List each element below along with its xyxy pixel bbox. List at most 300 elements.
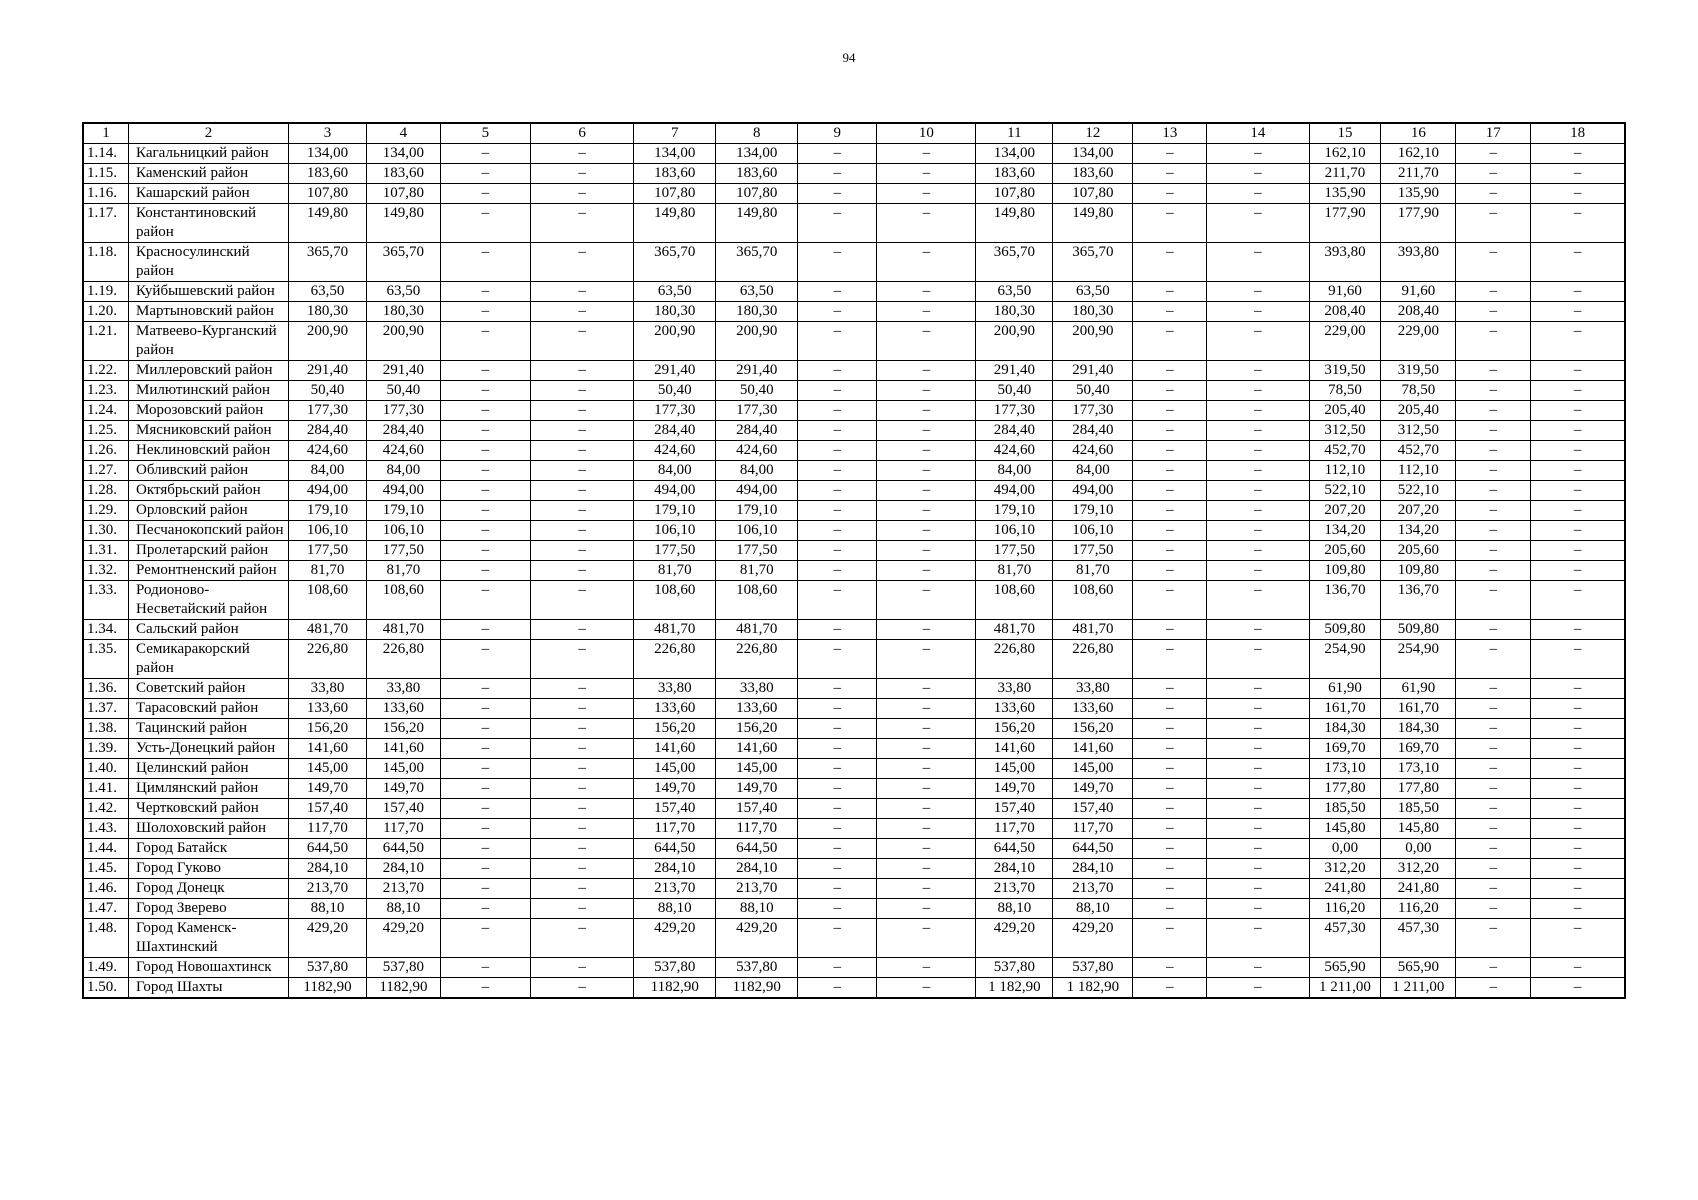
table-cell: 108,60 bbox=[289, 581, 367, 620]
table-cell: 312,20 bbox=[1381, 859, 1456, 879]
table-cell: 177,90 bbox=[1309, 204, 1381, 243]
table-cell: 50,40 bbox=[1053, 381, 1133, 401]
empty-value: – bbox=[1531, 164, 1625, 184]
table-cell: 88,10 bbox=[1053, 899, 1133, 919]
table-cell: 179,10 bbox=[289, 501, 367, 521]
empty-value: – bbox=[440, 819, 530, 839]
table-row bbox=[83, 879, 1625, 899]
table-cell: 63,50 bbox=[1053, 282, 1133, 302]
table-cell: 429,20 bbox=[366, 919, 440, 958]
table-cell: 1 182,90 bbox=[1053, 978, 1133, 999]
table-row bbox=[83, 799, 1625, 819]
empty-value: – bbox=[440, 421, 530, 441]
empty-value: – bbox=[530, 184, 633, 204]
table-cell: 117,70 bbox=[716, 819, 798, 839]
row-index: 1.20. bbox=[83, 302, 129, 322]
table-cell: 205,40 bbox=[1309, 401, 1381, 421]
table-cell: 33,80 bbox=[716, 679, 798, 699]
table-cell: 88,10 bbox=[716, 899, 798, 919]
table-cell: 177,90 bbox=[1381, 204, 1456, 243]
empty-value: – bbox=[1207, 640, 1309, 679]
table-cell: 134,00 bbox=[716, 144, 798, 164]
district-name: Мясниковский район bbox=[129, 421, 289, 441]
table-cell: 457,30 bbox=[1381, 919, 1456, 958]
table-row bbox=[83, 739, 1625, 759]
empty-value: – bbox=[798, 819, 877, 839]
empty-value: – bbox=[798, 879, 877, 899]
row-index: 1.19. bbox=[83, 282, 129, 302]
empty-value: – bbox=[530, 919, 633, 958]
table-cell: 117,70 bbox=[976, 819, 1053, 839]
empty-value: – bbox=[1207, 184, 1309, 204]
empty-value: – bbox=[1531, 521, 1625, 541]
row-index: 1.17. bbox=[83, 204, 129, 243]
table-cell: 50,40 bbox=[716, 381, 798, 401]
table-cell: 393,80 bbox=[1381, 243, 1456, 282]
table-cell: 156,20 bbox=[366, 719, 440, 739]
table-cell: 179,10 bbox=[716, 501, 798, 521]
empty-value: – bbox=[1207, 481, 1309, 501]
district-name: Константиновский район bbox=[129, 204, 289, 243]
table-cell: 157,40 bbox=[289, 799, 367, 819]
empty-value: – bbox=[1456, 421, 1531, 441]
empty-value: – bbox=[1456, 282, 1531, 302]
table-row bbox=[83, 958, 1625, 978]
empty-value: – bbox=[1207, 164, 1309, 184]
table-row bbox=[83, 978, 1625, 999]
empty-value: – bbox=[877, 799, 976, 819]
empty-value: – bbox=[798, 322, 877, 361]
empty-value: – bbox=[1531, 739, 1625, 759]
empty-value: – bbox=[440, 184, 530, 204]
district-name: Тацинский район bbox=[129, 719, 289, 739]
row-index: 1.31. bbox=[83, 541, 129, 561]
table-cell: 117,70 bbox=[289, 819, 367, 839]
table-cell: 117,70 bbox=[1053, 819, 1133, 839]
table-cell: 241,80 bbox=[1381, 879, 1456, 899]
table-cell: 494,00 bbox=[289, 481, 367, 501]
table-cell: 161,70 bbox=[1309, 699, 1381, 719]
empty-value: – bbox=[440, 481, 530, 501]
table-cell: 254,90 bbox=[1381, 640, 1456, 679]
empty-value: – bbox=[798, 204, 877, 243]
table-cell: 284,10 bbox=[1053, 859, 1133, 879]
empty-value: – bbox=[798, 581, 877, 620]
table-cell: 141,60 bbox=[1053, 739, 1133, 759]
table-cell: 565,90 bbox=[1309, 958, 1381, 978]
empty-value: – bbox=[1207, 204, 1309, 243]
table-cell: 644,50 bbox=[366, 839, 440, 859]
table-cell: 157,40 bbox=[634, 799, 716, 819]
district-name: Пролетарский район bbox=[129, 541, 289, 561]
table-cell: 107,80 bbox=[289, 184, 367, 204]
empty-value: – bbox=[1531, 640, 1625, 679]
empty-value: – bbox=[440, 899, 530, 919]
empty-value: – bbox=[1456, 839, 1531, 859]
table-cell: 494,00 bbox=[716, 481, 798, 501]
table-cell: 108,60 bbox=[634, 581, 716, 620]
table-cell: 106,10 bbox=[716, 521, 798, 541]
district-name: Милютинский район bbox=[129, 381, 289, 401]
empty-value: – bbox=[440, 243, 530, 282]
table-cell: 169,70 bbox=[1381, 739, 1456, 759]
table-cell: 141,60 bbox=[289, 739, 367, 759]
empty-value: – bbox=[440, 581, 530, 620]
table-cell: 134,20 bbox=[1309, 521, 1381, 541]
empty-value: – bbox=[1531, 839, 1625, 859]
table-cell: 213,70 bbox=[366, 879, 440, 899]
row-index: 1.38. bbox=[83, 719, 129, 739]
empty-value: – bbox=[1207, 243, 1309, 282]
table-cell: 481,70 bbox=[716, 620, 798, 640]
row-index: 1.27. bbox=[83, 461, 129, 481]
table-cell: 537,80 bbox=[366, 958, 440, 978]
empty-value: – bbox=[1133, 779, 1207, 799]
empty-value: – bbox=[1456, 204, 1531, 243]
empty-value: – bbox=[1456, 521, 1531, 541]
empty-value: – bbox=[530, 144, 633, 164]
table-cell: 509,80 bbox=[1381, 620, 1456, 640]
column-header: 9 bbox=[798, 123, 877, 144]
table-cell: 116,20 bbox=[1381, 899, 1456, 919]
table-cell: 63,50 bbox=[976, 282, 1053, 302]
district-name: Красносулинский район bbox=[129, 243, 289, 282]
table-row bbox=[83, 859, 1625, 879]
table-cell: 284,40 bbox=[716, 421, 798, 441]
table-cell: 644,50 bbox=[1053, 839, 1133, 859]
table-cell: 291,40 bbox=[366, 361, 440, 381]
table-cell: 200,90 bbox=[976, 322, 1053, 361]
empty-value: – bbox=[1133, 441, 1207, 461]
table-cell: 183,60 bbox=[1053, 164, 1133, 184]
empty-value: – bbox=[1531, 799, 1625, 819]
table-cell: 81,70 bbox=[976, 561, 1053, 581]
table-cell: 213,70 bbox=[1053, 879, 1133, 899]
empty-value: – bbox=[1531, 620, 1625, 640]
table-cell: 177,30 bbox=[716, 401, 798, 421]
table-cell: 319,50 bbox=[1381, 361, 1456, 381]
empty-value: – bbox=[798, 481, 877, 501]
table-cell: 136,70 bbox=[1381, 581, 1456, 620]
district-name: Мартыновский район bbox=[129, 302, 289, 322]
empty-value: – bbox=[440, 541, 530, 561]
table-cell: 177,30 bbox=[634, 401, 716, 421]
district-name: Орловский район bbox=[129, 501, 289, 521]
table-row bbox=[83, 719, 1625, 739]
table-cell: 145,00 bbox=[1053, 759, 1133, 779]
empty-value: – bbox=[877, 243, 976, 282]
empty-value: – bbox=[877, 361, 976, 381]
empty-value: – bbox=[1456, 919, 1531, 958]
empty-value: – bbox=[1531, 501, 1625, 521]
empty-value: – bbox=[877, 919, 976, 958]
empty-value: – bbox=[440, 978, 530, 999]
empty-value: – bbox=[1207, 361, 1309, 381]
table-cell: 81,70 bbox=[634, 561, 716, 581]
empty-value: – bbox=[798, 401, 877, 421]
column-header: 11 bbox=[976, 123, 1053, 144]
table-cell: 365,70 bbox=[366, 243, 440, 282]
column-header: 12 bbox=[1053, 123, 1133, 144]
empty-value: – bbox=[530, 779, 633, 799]
empty-value: – bbox=[1531, 859, 1625, 879]
table-cell: 145,00 bbox=[634, 759, 716, 779]
empty-value: – bbox=[440, 501, 530, 521]
table-row bbox=[83, 204, 1625, 243]
empty-value: – bbox=[440, 144, 530, 164]
table-cell: 509,80 bbox=[1309, 620, 1381, 640]
table-cell: 106,10 bbox=[634, 521, 716, 541]
table-cell: 180,30 bbox=[289, 302, 367, 322]
empty-value: – bbox=[1133, 381, 1207, 401]
table-row bbox=[83, 322, 1625, 361]
table-cell: 481,70 bbox=[634, 620, 716, 640]
table-cell: 81,70 bbox=[366, 561, 440, 581]
district-name: Советский район bbox=[129, 679, 289, 699]
table-cell: 200,90 bbox=[716, 322, 798, 361]
empty-value: – bbox=[1207, 879, 1309, 899]
table-cell: 141,60 bbox=[366, 739, 440, 759]
empty-value: – bbox=[1207, 958, 1309, 978]
empty-value: – bbox=[530, 421, 633, 441]
row-index: 1.28. bbox=[83, 481, 129, 501]
column-header: 18 bbox=[1531, 123, 1625, 144]
empty-value: – bbox=[530, 361, 633, 381]
district-name: Обливский район bbox=[129, 461, 289, 481]
table-row bbox=[83, 401, 1625, 421]
table-row bbox=[83, 184, 1625, 204]
empty-value: – bbox=[440, 719, 530, 739]
empty-value: – bbox=[1207, 620, 1309, 640]
row-index: 1.21. bbox=[83, 322, 129, 361]
empty-value: – bbox=[1531, 461, 1625, 481]
table-cell: 106,10 bbox=[366, 521, 440, 541]
table-cell: 424,60 bbox=[716, 441, 798, 461]
table-cell: 149,80 bbox=[1053, 204, 1133, 243]
empty-value: – bbox=[877, 204, 976, 243]
table-cell: 106,10 bbox=[1053, 521, 1133, 541]
empty-value: – bbox=[1207, 441, 1309, 461]
table-cell: 207,20 bbox=[1381, 501, 1456, 521]
table-cell: 229,00 bbox=[1381, 322, 1456, 361]
row-index: 1.30. bbox=[83, 521, 129, 541]
table-cell: 177,50 bbox=[366, 541, 440, 561]
empty-value: – bbox=[440, 759, 530, 779]
table-cell: 644,50 bbox=[634, 839, 716, 859]
empty-value: – bbox=[877, 461, 976, 481]
table-cell: 205,60 bbox=[1309, 541, 1381, 561]
table-cell: 149,80 bbox=[716, 204, 798, 243]
empty-value: – bbox=[440, 799, 530, 819]
table-cell: 211,70 bbox=[1381, 164, 1456, 184]
row-index: 1.44. bbox=[83, 839, 129, 859]
row-index: 1.39. bbox=[83, 739, 129, 759]
empty-value: – bbox=[1133, 978, 1207, 999]
table-cell: 156,20 bbox=[716, 719, 798, 739]
table-cell: 312,50 bbox=[1381, 421, 1456, 441]
column-header: 6 bbox=[530, 123, 633, 144]
table-cell: 149,70 bbox=[289, 779, 367, 799]
table-cell: 522,10 bbox=[1381, 481, 1456, 501]
empty-value: – bbox=[530, 204, 633, 243]
district-name: Каменский район bbox=[129, 164, 289, 184]
table-cell: 481,70 bbox=[976, 620, 1053, 640]
empty-value: – bbox=[1207, 978, 1309, 999]
empty-value: – bbox=[530, 759, 633, 779]
table-row bbox=[83, 699, 1625, 719]
empty-value: – bbox=[1456, 561, 1531, 581]
table-cell: 185,50 bbox=[1309, 799, 1381, 819]
empty-value: – bbox=[798, 164, 877, 184]
table-cell: 81,70 bbox=[289, 561, 367, 581]
table-cell: 112,10 bbox=[1381, 461, 1456, 481]
empty-value: – bbox=[440, 640, 530, 679]
empty-value: – bbox=[798, 501, 877, 521]
row-index: 1.16. bbox=[83, 184, 129, 204]
table-cell: 0,00 bbox=[1309, 839, 1381, 859]
empty-value: – bbox=[1531, 302, 1625, 322]
table-cell: 107,80 bbox=[976, 184, 1053, 204]
empty-value: – bbox=[1456, 899, 1531, 919]
table-cell: 134,00 bbox=[366, 144, 440, 164]
empty-value: – bbox=[798, 184, 877, 204]
empty-value: – bbox=[1456, 441, 1531, 461]
table-cell: 284,10 bbox=[366, 859, 440, 879]
empty-value: – bbox=[798, 441, 877, 461]
empty-value: – bbox=[440, 679, 530, 699]
empty-value: – bbox=[1133, 144, 1207, 164]
table-cell: 145,00 bbox=[366, 759, 440, 779]
table-row bbox=[83, 839, 1625, 859]
table-cell: 319,50 bbox=[1309, 361, 1381, 381]
empty-value: – bbox=[1133, 958, 1207, 978]
empty-value: – bbox=[1531, 879, 1625, 899]
empty-value: – bbox=[1133, 282, 1207, 302]
empty-value: – bbox=[1531, 204, 1625, 243]
table-cell: 177,50 bbox=[634, 541, 716, 561]
table-row bbox=[83, 421, 1625, 441]
district-name: Тарасовский район bbox=[129, 699, 289, 719]
table-cell: 241,80 bbox=[1309, 879, 1381, 899]
table-cell: 424,60 bbox=[634, 441, 716, 461]
table-cell: 81,70 bbox=[1053, 561, 1133, 581]
table-cell: 107,80 bbox=[366, 184, 440, 204]
empty-value: – bbox=[1133, 164, 1207, 184]
empty-value: – bbox=[530, 958, 633, 978]
empty-value: – bbox=[1133, 799, 1207, 819]
table-cell: 63,50 bbox=[716, 282, 798, 302]
empty-value: – bbox=[798, 779, 877, 799]
table-cell: 177,80 bbox=[1381, 779, 1456, 799]
empty-value: – bbox=[877, 421, 976, 441]
table-cell: 284,40 bbox=[1053, 421, 1133, 441]
empty-value: – bbox=[530, 899, 633, 919]
table-cell: 226,80 bbox=[716, 640, 798, 679]
table-cell: 226,80 bbox=[1053, 640, 1133, 679]
table-cell: 644,50 bbox=[976, 839, 1053, 859]
empty-value: – bbox=[1207, 779, 1309, 799]
table-cell: 135,90 bbox=[1381, 184, 1456, 204]
table-cell: 133,60 bbox=[366, 699, 440, 719]
row-index: 1.42. bbox=[83, 799, 129, 819]
table-cell: 33,80 bbox=[289, 679, 367, 699]
table-cell: 180,30 bbox=[976, 302, 1053, 322]
empty-value: – bbox=[1133, 243, 1207, 282]
table-cell: 135,90 bbox=[1309, 184, 1381, 204]
table-cell: 157,40 bbox=[1053, 799, 1133, 819]
empty-value: – bbox=[1456, 819, 1531, 839]
empty-value: – bbox=[798, 679, 877, 699]
table-cell: 149,80 bbox=[634, 204, 716, 243]
empty-value: – bbox=[1531, 361, 1625, 381]
table-cell: 180,30 bbox=[716, 302, 798, 322]
column-header: 16 bbox=[1381, 123, 1456, 144]
empty-value: – bbox=[1456, 679, 1531, 699]
table-cell: 106,10 bbox=[289, 521, 367, 541]
empty-value: – bbox=[798, 461, 877, 481]
table-cell: 149,70 bbox=[366, 779, 440, 799]
empty-value: – bbox=[877, 481, 976, 501]
row-index: 1.49. bbox=[83, 958, 129, 978]
table-cell: 429,20 bbox=[289, 919, 367, 958]
table-cell: 145,00 bbox=[716, 759, 798, 779]
table-cell: 145,00 bbox=[289, 759, 367, 779]
empty-value: – bbox=[877, 581, 976, 620]
table-cell: 88,10 bbox=[366, 899, 440, 919]
empty-value: – bbox=[1133, 679, 1207, 699]
table-cell: 33,80 bbox=[634, 679, 716, 699]
table-cell: 644,50 bbox=[716, 839, 798, 859]
table-row bbox=[83, 381, 1625, 401]
district-name: Семикаракорский район bbox=[129, 640, 289, 679]
district-name: Ремонтненский район bbox=[129, 561, 289, 581]
empty-value: – bbox=[1456, 978, 1531, 999]
empty-value: – bbox=[1531, 561, 1625, 581]
empty-value: – bbox=[1207, 541, 1309, 561]
table-cell: 207,20 bbox=[1309, 501, 1381, 521]
empty-value: – bbox=[1531, 381, 1625, 401]
table-row bbox=[83, 899, 1625, 919]
empty-value: – bbox=[440, 919, 530, 958]
table-row bbox=[83, 581, 1625, 620]
row-index: 1.36. bbox=[83, 679, 129, 699]
table-cell: 537,80 bbox=[976, 958, 1053, 978]
table-cell: 50,40 bbox=[976, 381, 1053, 401]
empty-value: – bbox=[1531, 243, 1625, 282]
empty-value: – bbox=[798, 640, 877, 679]
table-cell: 393,80 bbox=[1309, 243, 1381, 282]
column-header: 3 bbox=[289, 123, 367, 144]
table-cell: 33,80 bbox=[366, 679, 440, 699]
column-header: 4 bbox=[366, 123, 440, 144]
empty-value: – bbox=[530, 561, 633, 581]
table-cell: 177,80 bbox=[1309, 779, 1381, 799]
district-name: Город Каменск-Шахтинский bbox=[129, 919, 289, 958]
empty-value: – bbox=[530, 699, 633, 719]
empty-value: – bbox=[798, 421, 877, 441]
district-name: Сальский район bbox=[129, 620, 289, 640]
empty-value: – bbox=[440, 561, 530, 581]
table-cell: 149,80 bbox=[366, 204, 440, 243]
table-cell: 136,70 bbox=[1309, 581, 1381, 620]
empty-value: – bbox=[1133, 739, 1207, 759]
empty-value: – bbox=[798, 859, 877, 879]
district-name: Город Батайск bbox=[129, 839, 289, 859]
empty-value: – bbox=[877, 184, 976, 204]
empty-value: – bbox=[440, 322, 530, 361]
table-cell: 112,10 bbox=[1309, 461, 1381, 481]
district-name: Город Гуково bbox=[129, 859, 289, 879]
